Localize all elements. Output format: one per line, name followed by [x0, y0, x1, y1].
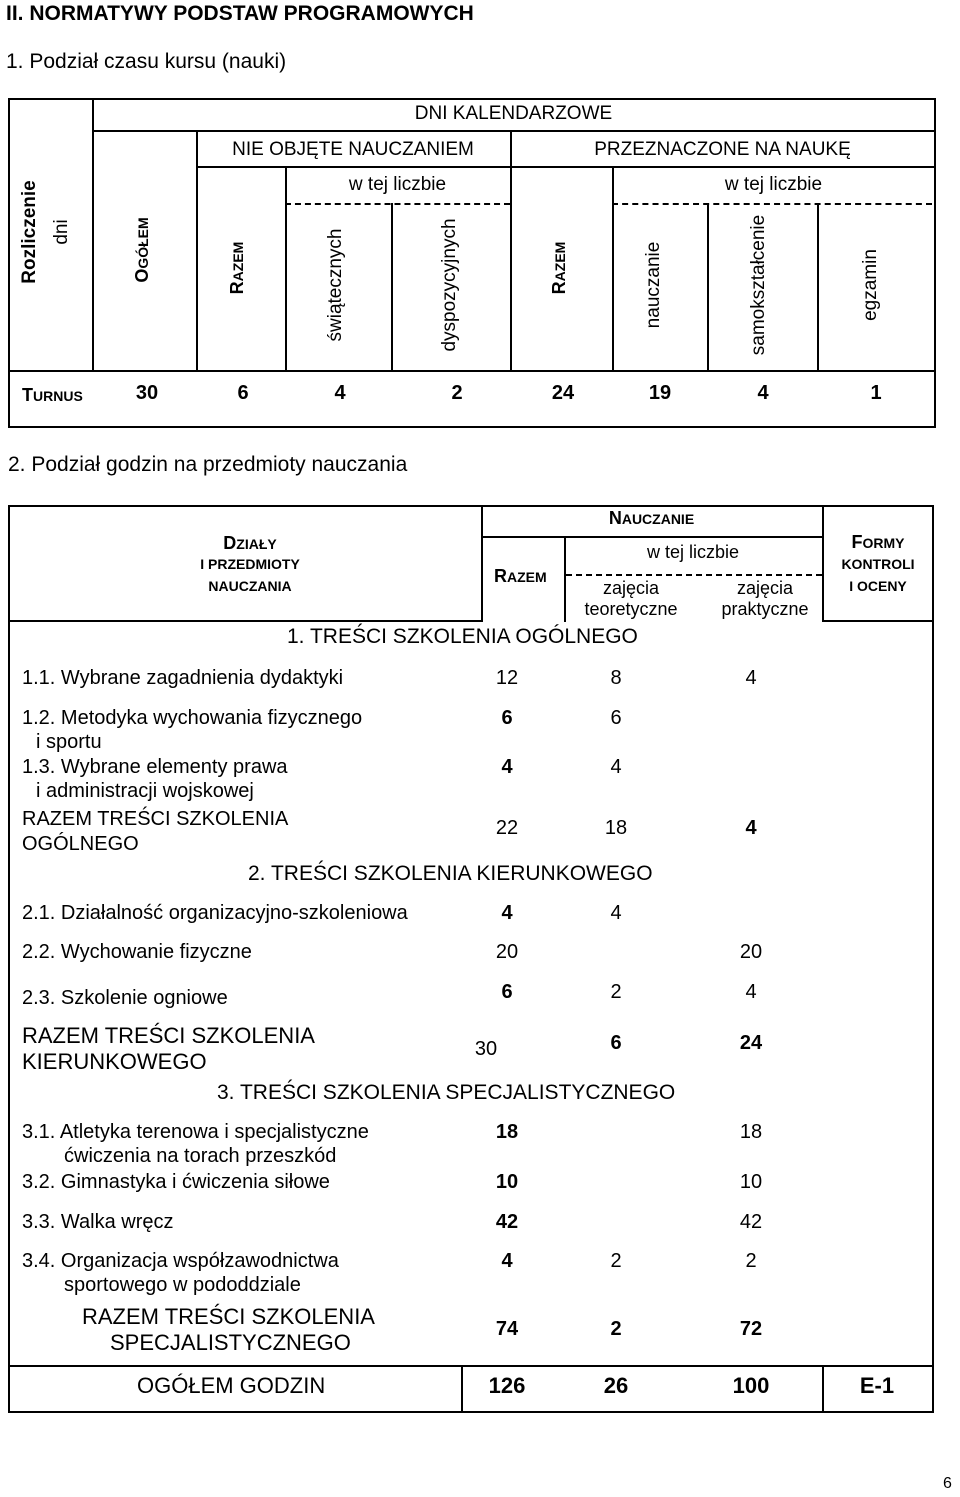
sum-header-1: RAZEM — [227, 241, 247, 295]
row-theory: 4 — [610, 756, 622, 778]
total-label: RAZEM TREŚCI SZKOLENIA — [82, 1304, 375, 1329]
row-razem: 4 — [501, 1250, 513, 1272]
subsection-1-title: 1. Podział czasu kursu (nauki) — [6, 50, 287, 73]
row-label-cont: sportowego w pododdziale — [64, 1274, 301, 1296]
row-razem: 6 — [501, 707, 513, 729]
row-theory: 2 — [610, 1250, 622, 1272]
row-theory: 4 — [610, 902, 622, 924]
total-razem: 22 — [495, 817, 519, 839]
row-label: 3.4. Organizacja współzawodnictwa — [22, 1250, 339, 1272]
total-theory: 2 — [610, 1318, 622, 1340]
row-practice: 4 — [745, 667, 757, 689]
exam-header: egzamin — [860, 249, 881, 321]
row-practice: 20 — [739, 941, 763, 963]
row-practice: 10 — [739, 1171, 763, 1193]
total-practice: 24 — [739, 1032, 763, 1054]
row-label: 2.2. Wychowanie fizyczne — [22, 941, 252, 963]
grand-total-practice: 100 — [732, 1373, 770, 1398]
row-razem: 18 — [495, 1121, 519, 1143]
row-label: 1.2. Metodyka wychowania fizycznego — [22, 707, 363, 729]
control-forms-header-1: FORMY — [851, 532, 905, 552]
sections-header: DZIAŁY — [223, 533, 277, 553]
row-razem: 20 — [495, 941, 519, 963]
control-forms-header-3: I OCENY — [849, 578, 907, 594]
row-label: 1.1. Wybrane zagadnienia dydaktyki — [22, 667, 344, 689]
practice-header-1: zajęcia — [736, 578, 794, 598]
turnus-value: 4 — [334, 382, 346, 404]
turnus-value: 6 — [237, 382, 249, 404]
total-theory: 6 — [610, 1032, 622, 1054]
teaching-subheader: NAUCZANIA — [208, 578, 292, 594]
grand-total-razem: 126 — [488, 1373, 526, 1398]
holidays-header: świątecznych — [325, 228, 346, 342]
row-label: 3.1. Atletyka terenowa i specjalistyczne — [22, 1121, 369, 1143]
total-header: OGÓŁEM — [132, 217, 152, 283]
total-practice: 4 — [745, 817, 757, 839]
total-label: RAZEM TREŚCI SZKOLENIA — [22, 808, 289, 830]
turnus-value: 19 — [648, 382, 672, 404]
row-label-cont: ćwiczenia na torach przeszkód — [64, 1145, 337, 1167]
turnus-value: 1 — [870, 382, 882, 404]
grand-total-theory: 26 — [603, 1373, 629, 1398]
settlement-header: Rozliczenie — [19, 180, 40, 284]
disposable-header: dyspozycyjnych — [439, 218, 460, 352]
total-label-cont: OGÓLNEGO — [22, 833, 139, 855]
self-study-header: samokształcenie — [748, 214, 769, 356]
row-razem: 42 — [495, 1211, 519, 1233]
teaching-header: PRZEZNACZONE NA NAUKĘ — [594, 139, 851, 160]
total-practice: 72 — [739, 1318, 763, 1340]
grand-total-label: OGÓŁEM GODZIN — [137, 1373, 326, 1398]
row-razem: 10 — [495, 1171, 519, 1193]
turnus-value: 24 — [551, 382, 575, 404]
total-label-cont: SPECJALISTYCZNEGO — [110, 1330, 351, 1355]
row-theory: 8 — [610, 667, 622, 689]
row-label: 3.2. Gimnastyka i ćwiczenia siłowe — [22, 1171, 330, 1193]
calendar-days-header: DNI KALENDARZOWE — [414, 103, 613, 124]
row-theory: 6 — [610, 707, 622, 729]
in-which-label-1: w tej liczbie — [348, 174, 447, 195]
razem-header: RAZEM — [494, 566, 547, 586]
row-theory: 2 — [610, 981, 622, 1003]
theory-header-2: teoretyczne — [584, 599, 678, 619]
nauczanie-header: NAUCZANIE — [608, 508, 695, 528]
row-practice: 4 — [745, 981, 757, 1003]
section-title: II. NORMATYWY PODSTAW PROGRAMOWYCH — [6, 2, 474, 25]
section-title: 3. TREŚCI SZKOLENIA SPECJALISTYCZNEGO — [217, 1081, 676, 1104]
row-razem: 4 — [501, 756, 513, 778]
in-which-header: w tej liczbie — [646, 542, 740, 562]
row-label: 2.3. Szkolenie ogniowe — [22, 987, 228, 1009]
total-razem: 74 — [495, 1318, 519, 1340]
sum-header-2: RAZEM — [549, 241, 569, 295]
turnus-value: 30 — [135, 382, 159, 404]
subjects-header: I PRZEDMIOTY — [200, 556, 300, 572]
row-practice: 2 — [745, 1250, 757, 1272]
row-label: 1.3. Wybrane elementy prawa — [22, 756, 288, 778]
row-practice: 42 — [739, 1211, 763, 1233]
subsection-2-title: 2. Podział godzin na przedmioty nauczania — [8, 453, 408, 476]
grand-total-control-form: E-1 — [859, 1373, 895, 1398]
teaching-col-header: nauczanie — [643, 241, 664, 329]
turnus-value: 4 — [757, 382, 769, 404]
days-header: dni — [51, 219, 72, 245]
page-number: 6 — [943, 1475, 952, 1492]
in-which-label-2: w tej liczbie — [724, 174, 823, 195]
row-razem: 12 — [495, 667, 519, 689]
row-practice: 18 — [739, 1121, 763, 1143]
row-razem: 6 — [501, 981, 513, 1003]
row-razem: 4 — [501, 902, 513, 924]
row-label: 3.3. Walka wręcz — [22, 1211, 174, 1233]
row-label: 2.1. Działalność organizacyjno-szkoleniowa — [22, 902, 408, 924]
total-label: RAZEM TREŚCI SZKOLENIA — [22, 1023, 315, 1048]
not-teaching-header: NIE OBJĘTE NAUCZANIEM — [232, 139, 474, 160]
section-title: 1. TREŚCI SZKOLENIA OGÓLNEGO — [287, 625, 638, 648]
turnus-label: TURNUS — [22, 385, 83, 405]
total-theory: 18 — [604, 817, 628, 839]
practice-header-2: praktyczne — [721, 599, 809, 619]
row-label-cont: i administracji wojskowej — [36, 780, 254, 802]
control-forms-header-2: KONTROLI — [841, 556, 915, 572]
total-razem: 30 — [474, 1038, 498, 1060]
turnus-value: 2 — [451, 382, 463, 404]
section-title: 2. TREŚCI SZKOLENIA KIERUNKOWEGO — [248, 862, 653, 885]
theory-header-1: zajęcia — [602, 578, 660, 598]
row-label-cont: i sportu — [36, 731, 102, 753]
total-label-cont: KIERUNKOWEGO — [22, 1049, 207, 1074]
